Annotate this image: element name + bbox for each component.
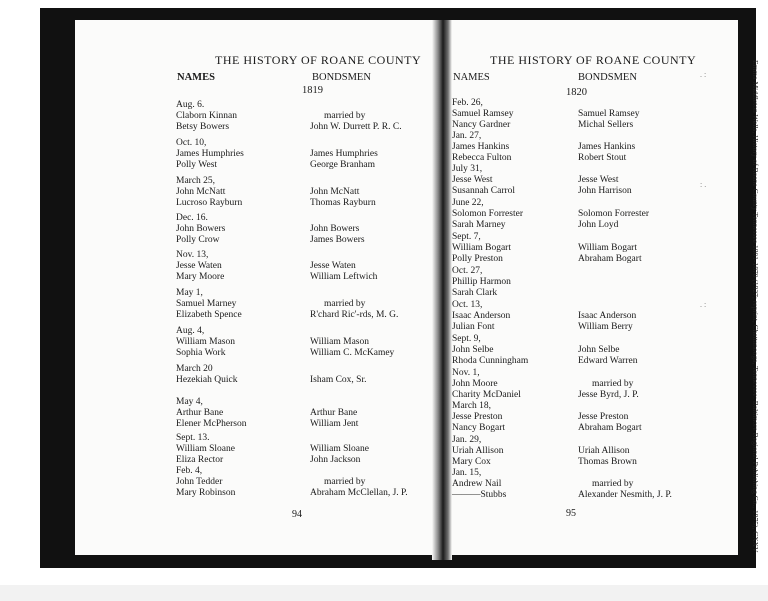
entry-name: Claborn Kinnan: [176, 111, 237, 121]
bondsman: Edward Warren: [578, 356, 638, 366]
right-entry: [452, 368, 521, 401]
bondsman: Arthur Bane: [310, 408, 358, 418]
left-bondsmen: [310, 149, 378, 171]
entry-date: Jan. 15,: [452, 468, 482, 478]
left-entry: [176, 364, 237, 397]
left-bondsmen: [310, 261, 377, 283]
left-entry: [176, 397, 246, 430]
bondsman: married by: [592, 379, 634, 389]
entry-date: Sept. 9,: [452, 334, 481, 344]
right-bondsmen: [578, 175, 632, 197]
entry-name: James Humphries: [176, 149, 244, 159]
left-bondsmen: [310, 299, 399, 321]
entry-name: Charity McDaniel: [452, 390, 521, 400]
bondsman: John Selbe: [578, 345, 620, 355]
left-entry: [176, 250, 224, 283]
side-caption: Emma Middleton Wells, History of Roane County Tennessee 1801-1870 (1927; reprint, Chattanooga, Tennessee: Baltimore Regional Publishing Co., 1975), CXXV: [751, 60, 760, 553]
entry-date: Aug. 4,: [176, 326, 205, 336]
entry-name: John Tedder: [176, 477, 223, 487]
left-bondsmen: [310, 375, 366, 397]
bondsman: William Berry: [578, 322, 633, 332]
left-entry: [176, 466, 235, 499]
bondsman: [578, 277, 580, 288]
entry-date: Oct. 27,: [452, 266, 483, 276]
bondsman: James Bowers: [310, 235, 365, 245]
left-bondsmen: [310, 337, 394, 359]
scan-noise: .:: [700, 300, 709, 309]
scan-noise: .:: [700, 70, 709, 79]
left-bondsmen: [310, 477, 408, 499]
left-entry: [176, 288, 242, 321]
bondsman: William Bogart: [578, 243, 637, 253]
entry-name: Nancy Gardner: [452, 120, 511, 130]
entry-name: Uriah Allison: [452, 446, 504, 456]
bottom-margin: [0, 585, 768, 601]
entry-date: July 31,: [452, 164, 483, 174]
entry-name: Mary Moore: [176, 272, 225, 282]
book-gutter: [432, 20, 452, 560]
bondsman: Robert Stout: [578, 153, 627, 163]
bondsman: Uriah Allison: [578, 446, 630, 456]
right-entry: [452, 401, 505, 434]
left-entry: [176, 100, 237, 133]
scan-noise: :.: [700, 180, 709, 189]
right-bondsmen: [578, 345, 637, 367]
bondsman: Thomas Brown: [578, 457, 637, 467]
entry-name: Sarah Marney: [452, 220, 506, 230]
bondsman: Jesse Waten: [310, 261, 356, 271]
left-names-header: NAMES: [177, 72, 215, 83]
bondsman: William C. McKamey: [310, 348, 395, 358]
bondsman: Alexander Nesmith, J. P.: [578, 490, 672, 500]
entry-name: Hezekiah Quick: [176, 375, 238, 385]
bondsman: Abraham Bogart: [578, 254, 642, 264]
entry-name: Mary Robinson: [176, 488, 236, 498]
left-bondsmen: [310, 187, 376, 209]
left-bondsmen: [310, 224, 365, 246]
entry-name: Samuel Marney: [176, 299, 237, 309]
bondsman: William Mason: [310, 337, 369, 347]
bondsman: John Loyd: [578, 220, 619, 230]
right-entry: [452, 468, 506, 501]
entry-name: Polly Crow: [176, 235, 220, 245]
bondsman: Michal Sellers: [578, 120, 634, 130]
right-entry: [452, 98, 513, 131]
entry-date: Sept. 13.: [176, 433, 210, 443]
bondsman: John W. Durrett P. R. C.: [310, 122, 402, 132]
entry-name: John Selbe: [452, 345, 494, 355]
entry-date: Jan. 27,: [452, 131, 482, 141]
entry-date: Oct. 10,: [176, 138, 207, 148]
entry-name: Solomon Forrester: [452, 209, 523, 219]
left-entry: [176, 433, 235, 466]
bondsman: Jesse West: [578, 175, 619, 185]
bondsman: William Jent: [310, 419, 359, 429]
entry-name: Jesse Preston: [452, 412, 503, 422]
bondsman: married by: [592, 479, 634, 489]
entry-name: Susannah Carrol: [452, 186, 516, 196]
right-bondsmen: [578, 311, 636, 333]
entry-name: Nancy Bogart: [452, 423, 506, 433]
right-entry: [452, 164, 515, 197]
entry-date: Aug. 6.: [176, 100, 205, 110]
right-page-number: 95: [566, 508, 576, 519]
right-year: 1820: [566, 87, 587, 98]
entry-name: John Moore: [452, 379, 498, 389]
left-page-title: THE HISTORY OF ROANE COUNTY: [215, 53, 422, 67]
bondsman: James Humphries: [310, 149, 378, 159]
bondsman: George Branham: [310, 160, 375, 170]
bondsman: Solomon Forrester: [578, 209, 649, 219]
entry-name: James Hankins: [452, 142, 510, 152]
right-bondsmen: [578, 379, 639, 401]
bondsman: Jesse Preston: [578, 412, 629, 422]
entry-name: Sophia Work: [176, 348, 226, 358]
entry-name: Elizabeth Spence: [176, 310, 242, 320]
entry-name: Betsy Bowers: [176, 122, 230, 132]
entry-date: May 1,: [176, 288, 203, 298]
entry-date: May 4,: [176, 397, 203, 407]
entry-date: Oct. 13,: [452, 300, 483, 310]
right-bondsmen: [578, 142, 635, 164]
entry-date: Sept. 7,: [452, 232, 481, 242]
bondsman: [310, 386, 366, 397]
right-entry: [452, 435, 503, 468]
bondsman: John Bowers: [310, 224, 360, 234]
bondsman: John McNatt: [310, 187, 360, 197]
left-year: 1819: [302, 85, 323, 96]
entry-date: March 18,: [452, 401, 492, 411]
entry-name: John Bowers: [176, 224, 226, 234]
left-entry: [176, 326, 235, 359]
bondsman: Isaac Anderson: [578, 311, 637, 321]
entry-name: Jesse West: [452, 175, 493, 185]
right-bondsmen: [578, 109, 639, 131]
entry-date: Feb. 4,: [176, 466, 203, 476]
bondsman: William Leftwich: [310, 272, 378, 282]
bondsman: Thomas Rayburn: [310, 198, 376, 208]
entry-date: March 20: [176, 364, 213, 374]
entry-name: Julian Font: [452, 322, 495, 332]
entry-date: Feb. 26,: [452, 98, 483, 108]
left-bondsmen: [310, 111, 402, 133]
bondsman: [578, 288, 580, 299]
left-entry: [176, 176, 242, 209]
entry-name: Jesse Waten: [176, 261, 222, 271]
bondsman: William Sloane: [310, 444, 369, 454]
entry-name: Arthur Bane: [176, 408, 224, 418]
entry-name: Polly Preston: [452, 254, 503, 264]
entry-name: Rebecca Fulton: [452, 153, 512, 163]
right-bondsmen: [578, 412, 642, 434]
bondsman: John Jackson: [310, 455, 361, 465]
bondsman: Abraham Bogart: [578, 423, 642, 433]
entry-date: Nov. 13,: [176, 250, 209, 260]
entry-date: Jan. 29,: [452, 435, 482, 445]
right-entry: [452, 334, 528, 367]
entry-name: [176, 386, 237, 397]
left-bondsmen: [310, 444, 369, 466]
right-bondsmen-header: BONDSMEN: [578, 72, 637, 83]
right-bondsmen: [578, 277, 580, 299]
bondsman: Jesse Byrd, J. P.: [578, 390, 639, 400]
right-entry: [452, 266, 511, 299]
right-bondsmen: [578, 209, 649, 231]
right-bondsmen: [578, 479, 672, 501]
left-bondsmen: [310, 408, 358, 430]
entry-name: Elener McPherson: [176, 419, 247, 429]
entry-name: Eliza Rector: [176, 455, 224, 465]
entry-name: Isaac Anderson: [452, 311, 511, 321]
entry-name: Samuel Ramsey: [452, 109, 514, 119]
entry-name: William Bogart: [452, 243, 511, 253]
entry-name: Rhoda Cunningham: [452, 356, 529, 366]
bondsman: John Harrison: [578, 186, 632, 196]
entry-date: March 25,: [176, 176, 216, 186]
left-entry: [176, 213, 225, 246]
bondsman: R'chard Ric'-rds, M. G.: [310, 310, 399, 320]
right-bondsmen: [578, 243, 642, 265]
entry-name: John McNatt: [176, 187, 226, 197]
entry-name: William Sloane: [176, 444, 235, 454]
entry-name: Lucroso Rayburn: [176, 198, 243, 208]
entry-date: Nov. 1,: [452, 368, 480, 378]
bondsman: Samuel Ramsey: [578, 109, 640, 119]
bondsman: Isham Cox, Sr.: [310, 375, 367, 385]
entry-name: ———Stubbs: [452, 490, 507, 500]
entry-name: Polly West: [176, 160, 218, 170]
left-page: [75, 20, 433, 555]
entry-name: Mary Cox: [452, 457, 491, 467]
bondsman: Abraham McClellan, J. P.: [310, 488, 408, 498]
entry-name: Sarah Clark: [452, 288, 498, 298]
left-entry: [176, 138, 244, 171]
bondsman: married by: [324, 477, 366, 487]
bondsman: James Hankins: [578, 142, 636, 152]
right-entry: [452, 300, 510, 333]
right-bondsmen: [578, 446, 637, 468]
entry-date: Dec. 16.: [176, 213, 208, 223]
entry-name: Phillip Harmon: [452, 277, 511, 287]
right-names-header: NAMES: [453, 72, 490, 83]
left-page-number: 94: [292, 509, 302, 520]
entry-date: June 22,: [452, 198, 484, 208]
entry-name: Andrew Nail: [452, 479, 502, 489]
entry-name: William Mason: [176, 337, 235, 347]
right-entry: [452, 198, 523, 231]
right-entry: [452, 232, 511, 265]
bondsman: married by: [324, 111, 366, 121]
bondsman: married by: [324, 299, 366, 309]
right-page-title: THE HISTORY OF ROANE COUNTY: [490, 53, 697, 67]
left-bondsmen-header: BONDSMEN: [312, 72, 371, 83]
right-entry: [452, 131, 511, 164]
